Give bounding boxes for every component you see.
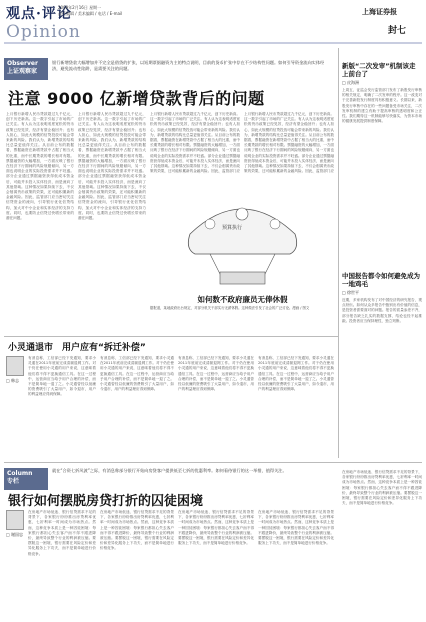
main-article-col-4: 上月银行新增人民币贷款超过九千亿元，创下历史新高。这一数字引起了市场的广泛关注。有人认为这表明适度宽松的货币政策已经见效，经济有望企稳回升；也有人担心，如此大规模的信贷投放可能会带来新的风险。我们认为，新增贷款的结构比总量更值得关注。从目前公布的数据看，票据融资在新增贷款中占据了相当大的比重，而中长期贷款的增长相对有限。票据融资的大幅增加，一方面反映了银行在经济下行期间的风险规避倾向，另一方面也说明企业的实际投资需求并不旺盛。部分企业通过票据融资获得低成本资金后，可能并未投入实体经济，而是流向了其他领域。这种情况如果持续下去，不仅会削弱货币政策的效果，还可能积累新的金融风险。因此，监管部门应 — [244, 112, 334, 174]
bank-author: □ 谢国忠 — [6, 532, 24, 537]
intro-text: 银行新增贷款大幅增加并不完全是借贷的扩张，以短期票据融资为主的特点说明，目前的货币扩张中存在不少结构性问题。如何引导资金流向实体经济，避免流动性陷阱，是需要关注的问题。 — [52, 60, 325, 71]
xiaoling-author: □ 韩志 — [6, 378, 20, 383]
right-top-title: 新版“二次发审”机制该走上前台了 — [342, 62, 416, 78]
xiaoling-col-2: 有消息称，工信部已经下发通知，要求小灵通在2011年底前完成清频退网工作。对于仍在使用小灵通的用户来说，这意味着他们将不得不更换通信工具。在这一过程中，运营商应当给予用户合理的补偿，而不是简单地一退了之。小灵通曾经以低廉的资费吸引了大量用户，如今退市，用户的利益理应得到保障。 — [100, 356, 174, 392]
bank-col-2: 在房地产市场低迷、银行信贷需求不足的背景下，各家银行纷纷推出房贷利率优惠，七折利率一时间成为市场热点。然而，这种竞争本质上是一种囚徒困境：每家银行都担心失去客户而不得不跟进降价，最终导致整个行业的利润被压缩。要摆脱这一困境，银行需要在风险定价和差异化服务上下功夫，而不是简单地进行价格竞争。 — [100, 510, 174, 551]
column-en: Column — [7, 470, 33, 477]
main-article-title: 注意 9000 亿新增贷款背后的问题 — [8, 89, 265, 108]
author-photo — [6, 356, 24, 376]
bank-col-1: 在房地产市场低迷、银行信贷需求不足的背景下，各家银行纷纷推出房贷利率优惠，七折利率一时间成为市场热点。然而，这种竞争本质上是一种囚徒困境：每家银行都担心失去客户而不得不跟进降价，最终导致整个行业的利润被压缩。要摆脱这一困境，银行需要在风险定价和差异化服务上下功夫，而不是简单地进行价格竞争。 — [28, 510, 96, 556]
column-intro: 就在“合资七折风波”之际，有消息称部分银行开始向房贷客户提供低至七折的优惠利率。如何看待银行的这一举措，值得关注。 — [52, 468, 287, 473]
right-mid-title: 中国报告都令如何避免成为一地鸡毛 — [342, 272, 420, 288]
column-cn: 专栏 — [7, 478, 20, 485]
info-line: 责任编辑 / 美术编辑 / 电话 / E-mail — [58, 11, 123, 16]
observer-en: Observer — [7, 60, 38, 67]
main-article-col-1: 上月银行新增人民币贷款超过九千亿元，创下历史新高。这一数字引起了市场的广泛关注。有人认为这表明适度宽松的货币政策已经见效，经济有望企稳回升；也有人担心，如此大规模的信贷投放可能会带来新的风险。我们认为，新增贷款的结构比总量更值得关注。从目前公布的数据看，票据融资在新增贷款中占据了相当大的比重，而中长期贷款的增长相对有限。票据融资的大幅增加，一方面反映了银行在经济下行期间的风险规避倾向，另一方面也说明企业的实际投资需求并不旺盛。部分企业通过票据融资获得低成本资金后，可能并未投入实体经济，而是流向了其他领域。这种情况如果持续下去，不仅会削弱货币政策的效果，还可能积累新的金融风险。因此，监管部门应当密切关注信贷资金的流向，引导银行优化信贷结构，加大对中小企业和实体经济的支持力度。同时，也要防止信贷过快增长带来的潜在问题。 — [6, 112, 74, 221]
main-article-col-3: 上月银行新增人民币贷款超过九千亿元，创下历史新高。这一数字引起了市场的广泛关注。有人认为这表明适度宽松的货币政策已经见效，经济有望企稳回升；也有人担心，如此大规模的信贷投放可能会带来新的风险。我们认为，新增贷款的结构比总量更值得关注。从目前公布的数据看，票据融资在新增贷款中占据了相当大的比重，而中长期贷款的增长相对有限。票据融资的大幅增加，一方面反映了银行在经济下行期间的风险规避倾向，另一方面也说明企业的实际投资需求并不旺盛。部分企业通过票据融资获得低成本资金后，可能并未投入实体经济，而是流向了其他领域。这种情况如果持续下去，不仅会削弱货币政策的效果，还可能积累新的金融风险。因此，监管部门应 — [150, 112, 240, 174]
right-top-author: □ 皮海洲 — [342, 80, 360, 85]
basket-icon — [220, 272, 265, 284]
observer-badge — [4, 58, 48, 80]
cartoon-illustration — [150, 174, 335, 292]
date-line: 2009年2月16日 星期一 — [58, 5, 102, 10]
section-title: 观点·评论 — [6, 6, 72, 22]
cartoon-caption-note: 据报道，某地政府出台规定，对部分机关干部实行无薪休假。这种做法引发了社会的广泛讨论。漫画 / 图文 — [150, 306, 310, 310]
section-rule-2 — [4, 462, 422, 463]
xiaoling-col-4: 有消息称，工信部已经下发通知，要求小灵通在2011年底前完成清频退网工作。对于仍在使用小灵通的用户来说，这意味着他们将不得不更换通信工具。在这一过程中，运营商应当给予用户合理的补偿，而不是简单地一退了之。小灵通曾经以低廉的资费吸引了大量用户，如今退市，用户的利益理应得到保障。 — [258, 356, 334, 392]
right-top-body: 上周五，证监会发行监管部门发布了新股发行审核的相关规定，明确了二次发审的程序。这一改变对于完善新股发行制度具有积极意义。长期以来，新股发行审核中存在的一些问题备受市场关注，二次发审机制的建立有助于提高审核的透明度和公正性。我们期待这一机制能够尽快落实，为资本市场的健康发展提供制度保障。 — [342, 88, 422, 124]
page-label: 封七 — [388, 26, 407, 36]
bank-article-title: 银行如何摆脱房贷打折的囚徒困境 — [8, 494, 204, 509]
header-rule — [4, 42, 422, 44]
cartoon-bubble-text: 预算执行 — [222, 225, 243, 231]
observer-cn: 上证观察家 — [7, 68, 38, 75]
bank-col-3: 在房地产市场低迷、银行信贷需求不足的背景下，各家银行纷纷推出房贷利率优惠，七折利率一时间成为市场热点。然而，这种竞争本质上是一种囚徒困境：每家银行都担心失去客户而不得不跟进降价，最终导致整个行业的利润被压缩。要摆脱这一困境，银行需要在风险定价和差异化服务上下功夫，而不是简单地进行价格竞争。 — [178, 510, 254, 546]
bank-col-5: 在房地产市场低迷、银行信贷需求不足的背景下，各家银行纷纷推出房贷利率优惠，七折利率一时间成为市场热点。然而，这种竞争本质上是一种囚徒困境：每家银行都担心失去客户而不得不跟进降价，最终导致整个行业的利润被压缩。要摆脱这一困境，银行需要在风险定价和差异化服务上下功夫，而不是简单地进行价格竞争。 — [342, 470, 422, 506]
section-en-title: Opinion — [6, 22, 81, 42]
column-badge — [4, 468, 48, 490]
author-photo-2 — [6, 510, 24, 530]
right-mid-body: 近期，多家机构发布了对中国经济的研究报告，观点纷纭。如何从众多报告中甄别出有价值的信息，是投资者需要面对的问题。报告的质量参差不齐，部分报告缺乏扎实的数据支撑，结论也经不起推敲。投资者应当保持理性，独立判断。 — [342, 298, 422, 323]
column-divider — [338, 48, 339, 458]
xiaoling-title: 小灵通退市 用户应有“拆迁补偿” — [8, 343, 146, 353]
right-mid-author: □ 徐世平 — [342, 290, 360, 295]
xiaoling-col-1: 有消息称，工信部已经下发通知，要求小灵通在2011年底前完成清频退网工作。对于仍在使用小灵通的用户来说，这意味着他们将不得不更换通信工具。在这一过程中，运营商应当给予用户合理的补偿，而不是简单地一退了之。小灵通曾经以低廉的资费吸引了大量用户，如今退市，用户的利益理应得到保障。 — [28, 356, 96, 397]
xiaoling-col-3: 有消息称，工信部已经下发通知，要求小灵通在2011年底前完成清频退网工作。对于仍在使用小灵通的用户来说，这意味着他们将不得不更换通信工具。在这一过程中，运营商应当给予用户合理的补偿，而不是简单地一退了之。小灵通曾经以低廉的资费吸引了大量用户，如今退市，用户的利益理应得到保障。 — [178, 356, 254, 392]
bank-col-4: 在房地产市场低迷、银行信贷需求不足的背景下，各家银行纷纷推出房贷利率优惠，七折利率一时间成为市场热点。然而，这种竞争本质上是一种囚徒困境：每家银行都担心失去客户而不得不跟进降价，最终导致整个行业的利润被压缩。要摆脱这一困境，银行需要在风险定价和差异化服务上下功夫，而不是简单地进行价格竞争。 — [258, 510, 334, 546]
section-rule-1 — [4, 336, 338, 337]
main-article-col-2: 上月银行新增人民币贷款超过九千亿元，创下历史新高。这一数字引起了市场的广泛关注。有人认为这表明适度宽松的货币政策已经见效，经济有望企稳回升；也有人担心，如此大规模的信贷投放可能会带来新的风险。我们认为，新增贷款的结构比总量更值得关注。从目前公布的数据看，票据融资在新增贷款中占据了相当大的比重，而中长期贷款的增长相对有限。票据融资的大幅增加，一方面反映了银行在经济下行期间的风险规避倾向，另一方面也说明企业的实际投资需求并不旺盛。部分企业通过票据融资获得低成本资金后，可能并未投入实体经济，而是流向了其他领域。这种情况如果持续下去，不仅会削弱货币政策的效果，还可能积累新的金融风险。因此，监管部门应当密切关注信贷资金的流向，引导银行优化信贷结构，加大对中小企业和实体经济的支持力度。同时，也要防止信贷过快增长带来的潜在问题。 — [78, 112, 146, 221]
cartoon-svg — [150, 174, 335, 292]
cartoon-caption: 如何数不政府廉员无俸休假 — [197, 295, 288, 304]
paper-name: 上海证券报 — [362, 7, 397, 16]
